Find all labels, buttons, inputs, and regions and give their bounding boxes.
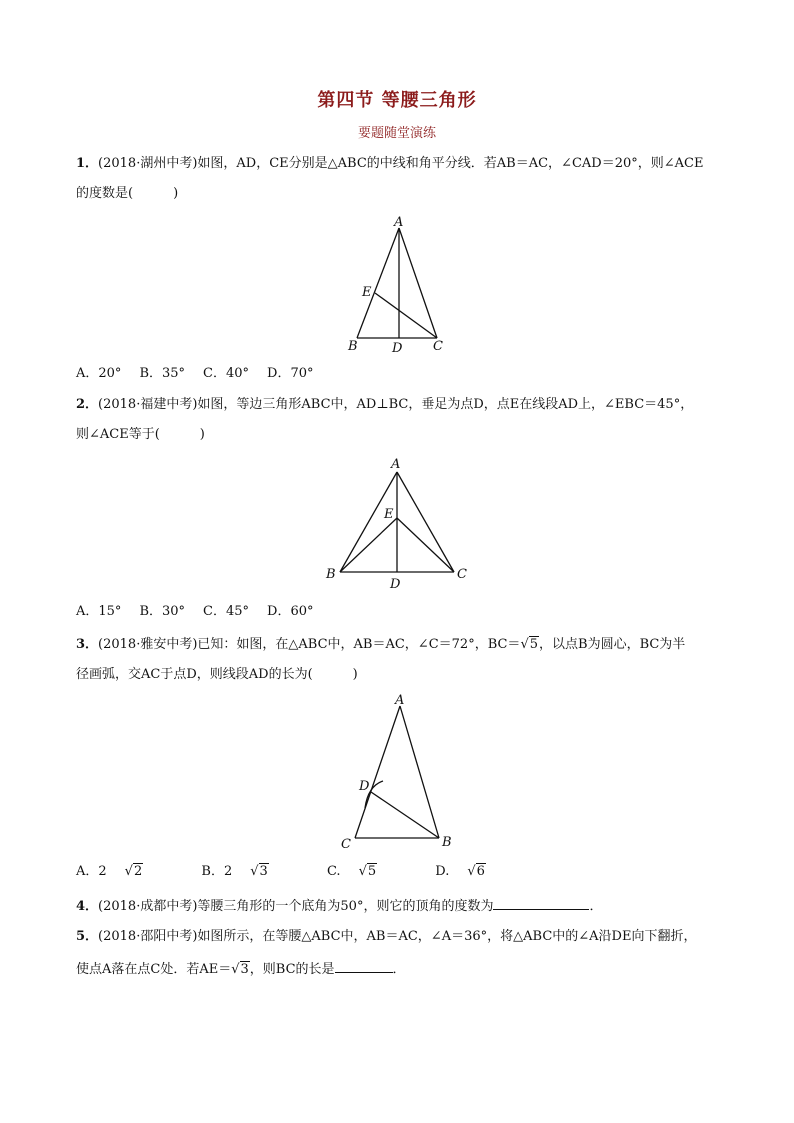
q4-text: (2018·成都中考)等腰三角形的一个底角为50°，则它的顶角的度数为 — [98, 899, 494, 914]
q3-option-d[interactable] — [435, 864, 522, 879]
q5-line2 — [76, 958, 406, 980]
q3-label-c: C — [341, 837, 351, 852]
q3-option-a-radicand: 2 — [133, 864, 143, 879]
q4-answer-blank[interactable] — [493, 895, 589, 910]
q4-line — [76, 895, 602, 917]
q2-option-b[interactable]: B．30° — [139, 604, 186, 619]
q3-text-b: ，以点B为圆心，BC为半 — [539, 637, 686, 652]
q5-end: ． — [392, 962, 406, 977]
q2-label-e: E — [384, 507, 394, 522]
q1-label-a: A — [394, 215, 404, 230]
q3-option-d-sqrt: √6 — [467, 864, 485, 879]
q2-option-a[interactable]: A．15° — [76, 604, 122, 619]
q3-label-d: D — [359, 779, 370, 794]
q1-text-2: 的度数是( — [76, 186, 134, 201]
q3-line1 — [76, 635, 685, 655]
q2-options — [76, 602, 332, 622]
q2-number: 2． — [76, 397, 99, 412]
q5-sqrt-radicand: 3 — [240, 962, 249, 977]
q3-option-a[interactable] — [76, 864, 179, 879]
q2-figure — [322, 452, 472, 592]
q5-sqrt: √3 — [231, 962, 249, 977]
q3-option-a-sqrt: √2 — [124, 864, 143, 879]
q1-label-c: C — [433, 339, 443, 354]
q5-text-2b: ，则BC的长是 — [249, 962, 335, 977]
q3-text-a: (2018·雅安中考)已知：如图，在△ABC中，AB＝AC，∠C＝72°，BC＝ — [98, 637, 521, 652]
q3-paren-close: ) — [352, 667, 358, 682]
q2-label-c: C — [457, 567, 467, 582]
q3-option-d-radicand: 6 — [476, 864, 485, 879]
q1-label-b: B — [348, 339, 358, 354]
q1-label-e: E — [362, 285, 372, 300]
q1-line2 — [76, 184, 178, 204]
q1-figure — [340, 210, 460, 360]
q3-line2 — [76, 665, 358, 685]
q4-end: ． — [589, 899, 603, 914]
q5-number: 5． — [76, 929, 99, 944]
q2-label-a: A — [391, 457, 401, 472]
q5-text: (2018·邵阳中考)如图所示，在等腰△ABC中，AB＝AC，∠A＝36°，将△ABC中的∠A沿DE向下翻折， — [98, 929, 697, 944]
q3-sqrt-radicand: 5 — [529, 637, 539, 652]
q3-option-c[interactable] — [327, 864, 413, 879]
q2-text: (2018·福建中考)如图，等边三角形ABC中，AD⊥BC，垂足为点D，点E在线段AD上，∠EBC＝45°， — [98, 397, 694, 412]
q3-label-a: A — [395, 693, 405, 708]
q5-line1 — [76, 927, 696, 947]
q1-line1 — [76, 154, 703, 174]
q3-option-a-prefix: A．2 — [76, 864, 107, 879]
q3-option-c-prefix: C. — [326, 864, 341, 879]
q2-label-d: D — [390, 577, 401, 592]
page-title: 第四节 等腰三角形 — [317, 90, 477, 111]
q2-paren-close: ) — [199, 427, 205, 442]
q3-option-c-radicand: 5 — [367, 864, 377, 879]
q3-number: 3． — [76, 637, 99, 652]
q1-option-d[interactable]: D．70° — [267, 366, 314, 381]
q2-option-d[interactable]: D．60° — [267, 604, 314, 619]
q1-paren-close: ) — [173, 186, 179, 201]
q3-option-c-sqrt: √5 — [358, 864, 377, 879]
q3-text-2: 径画弧，交AC于点D，则线段AD的长为( — [76, 667, 313, 682]
q3-option-b-sqrt: √3 — [250, 864, 268, 879]
q2-line1 — [76, 395, 693, 415]
q1-option-a[interactable]: A．20° — [76, 366, 122, 381]
q3-option-b-radicand: 3 — [259, 864, 268, 879]
section-subtitle: 要题随堂演练 — [357, 126, 436, 141]
q1-options — [76, 364, 332, 384]
q1-option-b[interactable]: B．35° — [139, 366, 186, 381]
q3-figure — [335, 690, 465, 855]
q3-options — [76, 862, 540, 882]
q3-option-d-prefix: D. — [435, 864, 450, 879]
q1-number: 1． — [76, 156, 99, 171]
q3-option-b[interactable] — [201, 864, 304, 879]
q5-text-2a: 使点A落在点C处．若AE＝ — [76, 962, 232, 977]
q2-option-c[interactable]: C．45° — [203, 604, 250, 619]
q1-option-c[interactable]: C．40° — [203, 366, 250, 381]
q2-line2 — [76, 425, 205, 445]
q2-text-2: 则∠ACE等于( — [76, 427, 160, 442]
q3-option-b-prefix: B．2 — [201, 864, 233, 879]
q2-label-b: B — [326, 567, 336, 582]
q4-number: 4． — [76, 899, 99, 914]
q1-label-d: D — [392, 341, 403, 356]
q5-answer-blank[interactable] — [335, 958, 393, 973]
q1-text: (2018·湖州中考)如图，AD，CE分别是△ABC的中线和角平分线．若AB＝AC，∠CAD＝20°，则∠ACE — [98, 156, 704, 171]
q3-label-b: B — [442, 835, 452, 850]
q3-sqrt: √5 — [520, 637, 539, 652]
